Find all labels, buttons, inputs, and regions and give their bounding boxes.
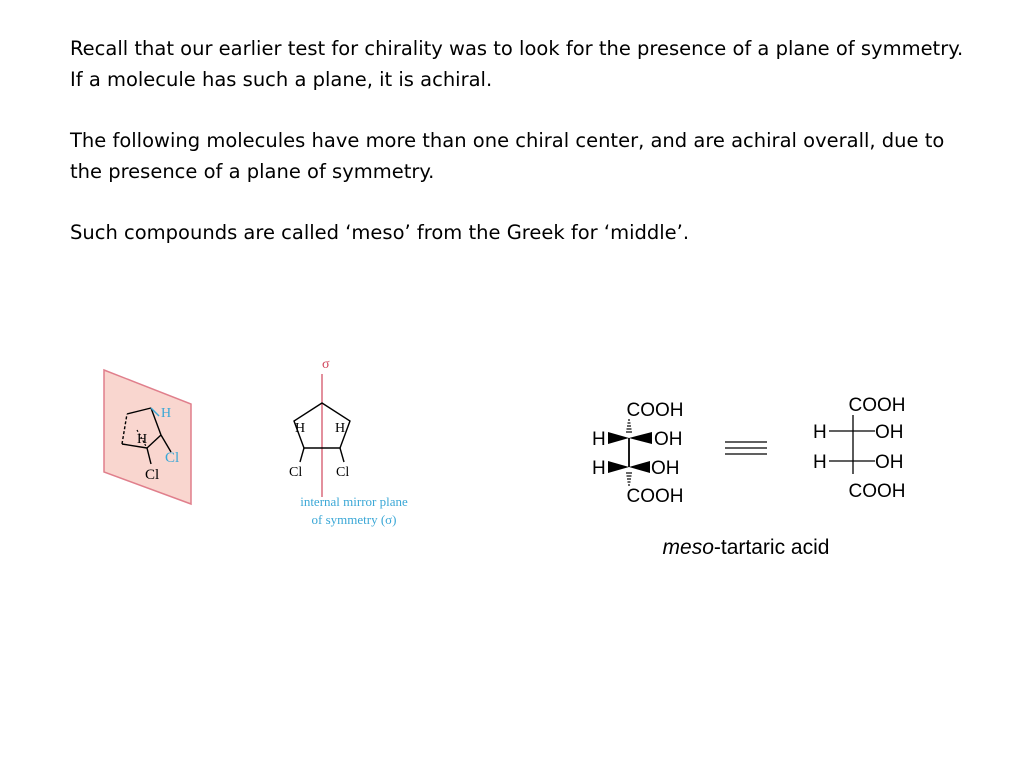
label-cl-right: Cl [336,465,350,480]
wedge-row1-oh: OH [654,429,683,450]
tartaric-acid-fischer-projection [805,388,925,506]
label-cl-left: Cl [289,465,303,480]
caption-rest: -tartaric acid [713,536,830,559]
mirror-caption-line1: internal mirror plane [300,494,408,509]
fischer-row1-oh: OH [875,422,904,443]
wedge-bond-h2 [608,461,629,473]
bottom-dash-bond [626,473,632,485]
equivalence-sign [722,438,772,460]
label-h-right: H [335,421,346,436]
wedge-bottom-cooh: COOH [626,486,684,507]
label-cl-right: Cl [165,450,180,466]
paragraph-chirality-test: Recall that our earlier test for chirality was to look for the presence of a plane of symmetry. If a molecule has such a plane, it is achiral. [70,37,964,91]
meso-tartaric-acid-caption [596,536,896,560]
mirror-plane [104,370,191,504]
cyclopentane-mirror-plane-figure [95,360,205,510]
label-h-top: H [161,406,172,421]
fischer-row2-oh: OH [875,452,904,473]
sigma-label: σ [322,357,330,372]
label-cl-bottom: Cl [145,467,160,483]
mirror-caption-line2: of symmetry (σ) [311,512,397,527]
top-dash-bond [626,420,632,432]
wedge-bond-oh2 [629,461,650,473]
wedge-bond-h1 [608,432,629,444]
wedge-top-cooh: COOH [626,400,684,421]
fischer-row1-h: H [813,422,827,443]
wedge-row1-h: H [592,429,606,450]
caption-italic: meso [662,536,714,559]
tartaric-acid-wedge-structure [585,392,705,510]
wedge-row2-h: H [592,458,606,479]
fischer-row2-h: H [813,452,827,473]
planar-cyclopentane-figure [280,354,430,534]
fischer-top-cooh: COOH [848,395,906,416]
wedge-bond-oh1 [629,432,652,444]
wedge-row2-oh: OH [651,458,680,479]
fischer-bottom-cooh: COOH [848,481,906,502]
label-h-left: H [295,421,306,436]
paragraph-meso-molecules: The following molecules have more than one chiral center, and are achiral overall, due to the presence of a plane of symmetry. [70,129,945,183]
paragraph-meso-definition: Such compounds are called ‘meso’ from the Greek for ‘middle’. [70,221,690,244]
label-h-inner: H [137,432,148,447]
